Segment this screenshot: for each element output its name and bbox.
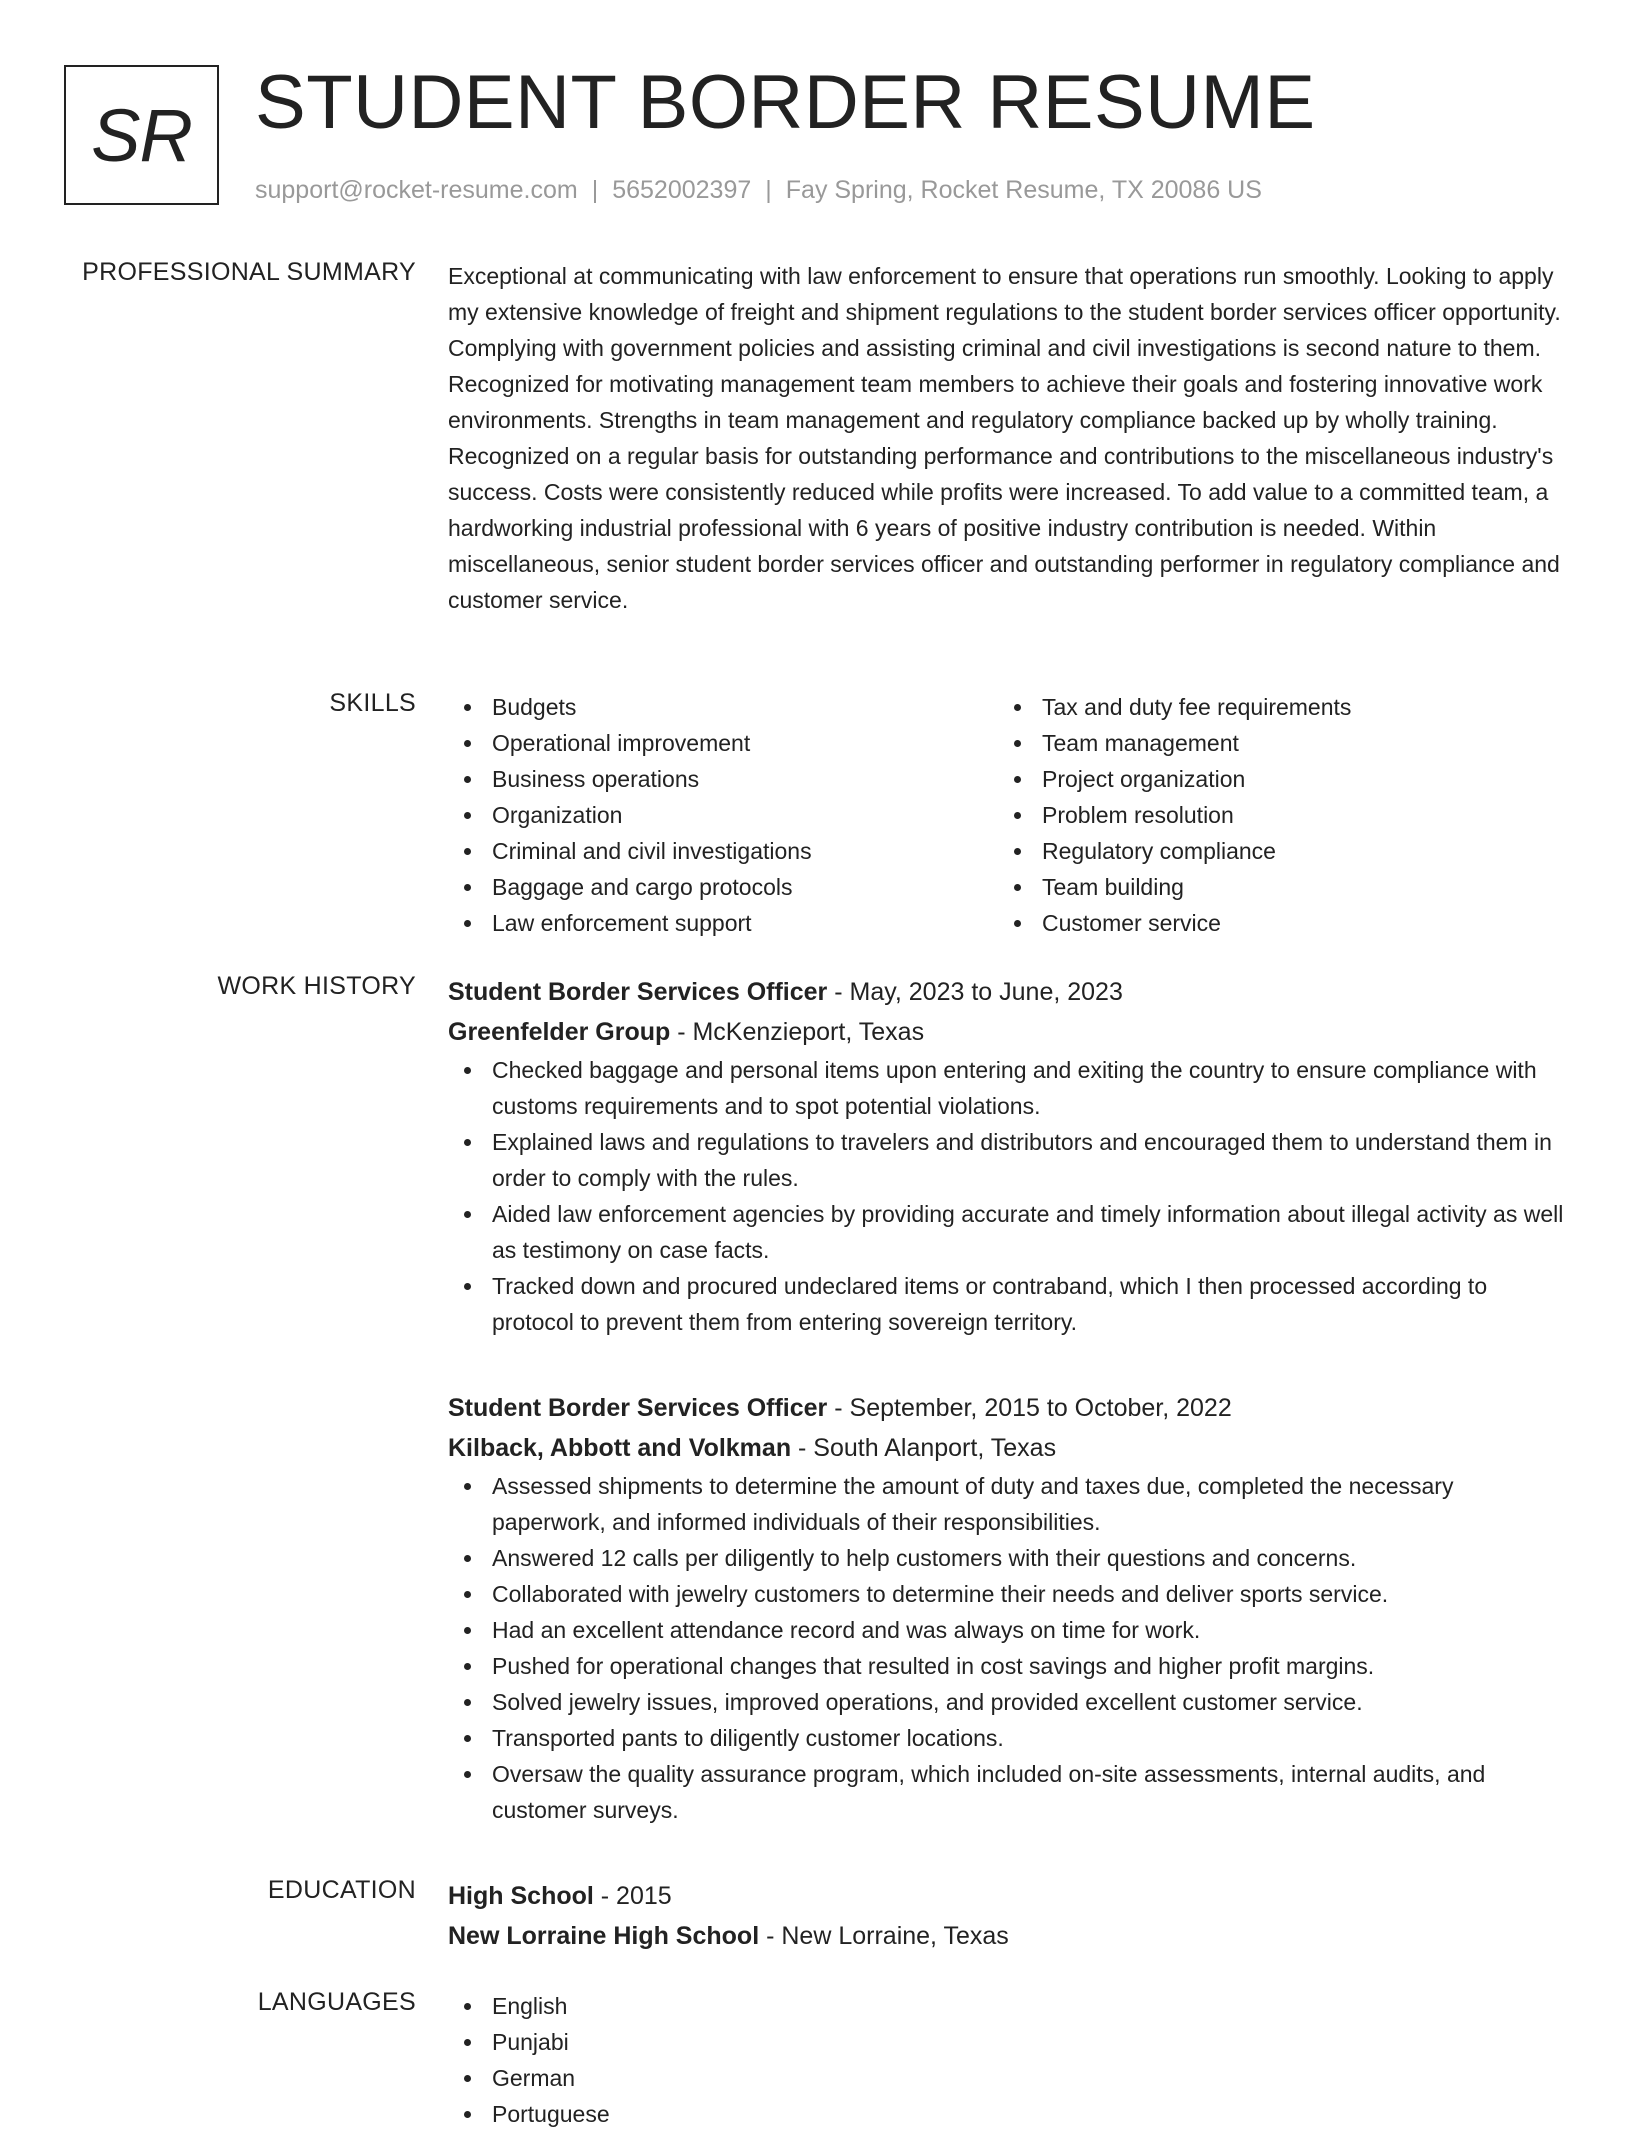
page-title: STUDENT BORDER RESUME (255, 60, 1316, 145)
job-dates: - September, 2015 to October, 2022 (827, 1394, 1232, 1422)
job-bullet: Solved jewelry issues, improved operations, and provided excellent customer service. (448, 1684, 1568, 1720)
job-bullet: Transported pants to diligently customer locations. (448, 1720, 1568, 1756)
job-bullet: Explained laws and regulations to travelers and distributors and encouraged them to understand them in order to comply with the rules. (448, 1124, 1568, 1196)
skill-item: Budgets (448, 689, 998, 725)
job-entry (448, 1388, 1568, 1828)
contact-email: support@rocket-resume.com (255, 176, 578, 204)
job-bullet: Tracked down and procured undeclared items or contraband, which I then processed according to protocol to prevent them from entering sovereign territory. (448, 1268, 1568, 1340)
section-label-skills: SKILLS (329, 689, 416, 717)
skill-item: Team building (998, 869, 1548, 905)
skill-item: Problem resolution (998, 797, 1548, 833)
summary-body (448, 258, 1568, 618)
language-item: German (448, 2060, 1568, 2096)
skill-item: Operational improvement (448, 725, 998, 761)
job-entry (448, 972, 1568, 1340)
skill-item: Regulatory compliance (998, 833, 1548, 869)
job-bullet-list (448, 1052, 1568, 1340)
skill-item: Baggage and cargo protocols (448, 869, 998, 905)
job-bullet: Answered 12 calls per diligently to help customers with their questions and concerns. (448, 1540, 1568, 1576)
skills-body (448, 689, 1568, 941)
contact-separator: | (765, 176, 772, 204)
language-item: English (448, 1988, 1568, 2024)
section-label-summary: PROFESSIONAL SUMMARY (82, 258, 416, 286)
education-location: - New Lorraine, Texas (759, 1922, 1009, 1950)
education-degree: High School (448, 1882, 594, 1910)
job-dates: - May, 2023 to June, 2023 (827, 978, 1123, 1006)
job-bullet-list (448, 1468, 1568, 1828)
language-item: Punjabi (448, 2024, 1568, 2060)
monogram-box: SR (64, 65, 219, 205)
job-bullet: Assessed shipments to determine the amount of duty and taxes due, completed the necessary paperwork, and informed individuals of their responsibilities. (448, 1468, 1568, 1540)
job-title-line (448, 972, 1568, 1012)
skill-item: Law enforcement support (448, 905, 998, 941)
job-bullet: Had an excellent attendance record and was always on time for work. (448, 1612, 1568, 1648)
job-title: Student Border Services Officer (448, 1394, 828, 1422)
skill-item: Team management (998, 725, 1548, 761)
job-company-line (448, 1428, 1568, 1468)
job-bullet: Collaborated with jewelry customers to determine their needs and deliver sports service. (448, 1576, 1568, 1612)
job-company: Kilback, Abbott and Volkman (448, 1434, 792, 1462)
skill-item: Tax and duty fee requirements (998, 689, 1548, 725)
skill-item: Customer service (998, 905, 1548, 941)
job-bullet: Aided law enforcement agencies by providing accurate and timely information about illegal activity as well as testimony on case facts. (448, 1196, 1568, 1268)
education-school: New Lorraine High School (448, 1922, 760, 1950)
skill-item: Project organization (998, 761, 1548, 797)
job-title-line (448, 1388, 1568, 1428)
education-year: - 2015 (593, 1882, 672, 1910)
skills-left-list (448, 689, 998, 941)
contact-phone: 5652002397 (612, 176, 752, 204)
job-location: - South Alanport, Texas (791, 1434, 1057, 1462)
resume-header (64, 60, 1568, 225)
section-label-education: EDUCATION (267, 1876, 416, 1904)
skills-right-list (998, 689, 1548, 941)
skill-item: Organization (448, 797, 998, 833)
section-label-work-history: WORK HISTORY (217, 972, 416, 1000)
contact-address: Fay Spring, Rocket Resume, TX 20086 US (785, 176, 1262, 204)
languages-body (448, 1988, 1568, 2132)
summary-text: Exceptional at communicating with law enforcement to ensure that operations run smoothly. Looking to apply my extensive knowledge of freight and shipment regulations to the student border services officer opportunity. Complying with government policies and assisting criminal and civil investigations is second nature to them. Recognized for motivating management team members to achieve their goals and fostering innovative work environments. Strengths in team management and regulatory compliance backed up by wholly training. Recognized on a regular basis for outstanding performance and contributions to the miscellaneous industry's success. Costs were consistently reduced while profits were increased. To add value to a committed team, a hardworking industrial professional with 6 years of positive industry contribution is needed. Within miscellaneous, senior student border services officer and outstanding performer in regulatory compliance and customer service. (448, 263, 1561, 613)
job-bullet: Pushed for operational changes that resulted in cost savings and higher profit margins. (448, 1648, 1568, 1684)
job-bullet: Checked baggage and personal items upon entering and exiting the country to ensure compliance with customs requirements and to spot potential violations. (448, 1052, 1568, 1124)
education-degree-line (448, 1876, 1568, 1916)
language-item: Portuguese (448, 2096, 1568, 2132)
languages-list (448, 1988, 1568, 2132)
section-label-languages: LANGUAGES (257, 1988, 416, 2016)
skill-item: Criminal and civil investigations (448, 833, 998, 869)
job-title: Student Border Services Officer (448, 978, 828, 1006)
skill-item: Business operations (448, 761, 998, 797)
job-location: - McKenzieport, Texas (670, 1018, 925, 1046)
job-company-line (448, 1012, 1568, 1052)
job-company: Greenfelder Group (448, 1018, 671, 1046)
education-school-line (448, 1916, 1568, 1956)
education-entry (448, 1876, 1568, 1956)
contact-line (255, 176, 1262, 205)
job-bullet: Oversaw the quality assurance program, which included on-site assessments, internal audits, and customer surveys. (448, 1756, 1568, 1828)
contact-separator: | (591, 176, 599, 204)
